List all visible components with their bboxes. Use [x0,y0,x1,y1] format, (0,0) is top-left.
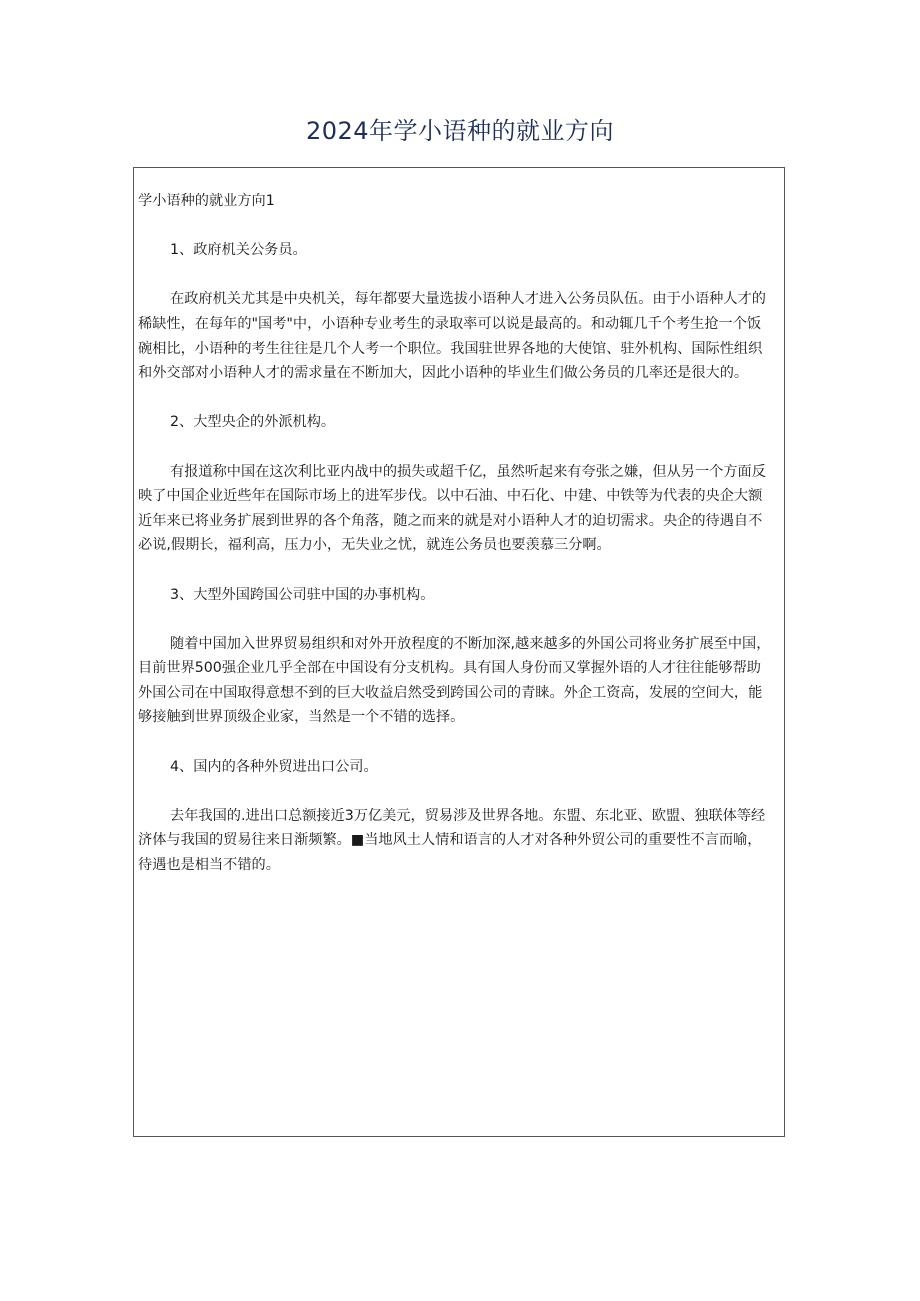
content-body [138,189,783,878]
page-title: 2024年学小语种的就业方向 [305,117,615,145]
heading-1 [138,238,783,263]
heading-text: 2、大型央企的外派机构。 [170,414,336,431]
paragraph-line: 映了中国企业近些年在国际市场上的进军步伐。以中石油、中石化、中建、中铁等为代表的央企大额 [138,488,763,505]
heading-2 [138,410,783,435]
paragraph-line: 在政府机关尤其是中央机关，每年都要大量选拔小语种人才进入公务员队伍。由于小语种人才的 [170,291,766,308]
heading-text: 4、国内的各种外贸进出口公司。 [170,758,378,775]
paragraph-3 [138,632,783,730]
paragraph-line: 目前世界500强企业几乎全部在中国设有分支机构。具有国人身份而又掌握外语的人才往往能够帮助 [138,660,761,677]
paragraph-line: 随着中国加入世界贸易组织和对外开放程度的不断加深,越来越多的外国公司将业务扩展至中国， [170,635,771,652]
heading-text: 1、政府机关公务员。 [170,242,307,259]
paragraph-line: 必说,假期长，福利高，压力小，无失业之忧，就连公务员也要羡慕三分啊。 [138,537,611,554]
paragraph-line: 够接触到世界顶级企业家，当然是一个不错的选择。 [138,709,465,726]
paragraph-line: 外国公司在中国取得意想不到的巨大收益启然受到跨国公司的青睐。外企工资高，发展的空间大，能 [138,684,763,701]
section-title: 学小语种的就业方向1 [138,193,275,209]
content-box [133,167,785,1137]
heading-3 [138,583,783,608]
paragraph-line: 稀缺性，在每年的"国考"中，小语种专业考生的录取率可以说是最高的。和动辄几千个考生抢一个饭 [138,315,762,332]
paragraph-line: 有报道称中国在这次利比亚内战中的损失或超千亿，虽然听起来有夸张之嫌，但从另一个方面反 [170,463,766,480]
paragraph-1 [138,287,783,385]
paragraph-4 [138,804,783,878]
paragraph-line: 近年来已将业务扩展到世界的各个角落，随之而来的就是对小语种人才的迫切需求。央企的待遇自不 [138,512,763,529]
paragraph-line: 济体与我国的贸易往来日渐频繁。■当地风土人情和语言的人才对各种外贸公司的重要性不言而喻， [138,832,762,849]
heading-text: 3、大型外国跨国公司驻中国的办事机构。 [170,586,435,603]
paragraph-line: 碗相比，小语种的考生往往是几个人考一个职位。我国驻世界各地的大使馆、驻外机构、国际性组织 [138,340,763,357]
paragraph-line: 待遇也是相当不错的。 [138,857,280,874]
paragraph-line: 和外交部对小语种人才的需求量在不断加大，因此小语种的毕业生们做公务员的几率还是很大的。 [138,365,749,382]
heading-4 [138,755,783,780]
paragraph-2 [138,460,783,558]
paragraph-line: 去年我国的.进出口总额接近3万亿美元，贸易涉及世界各地。东盟、东北亚、欧盟、独联体等经 [170,807,766,824]
